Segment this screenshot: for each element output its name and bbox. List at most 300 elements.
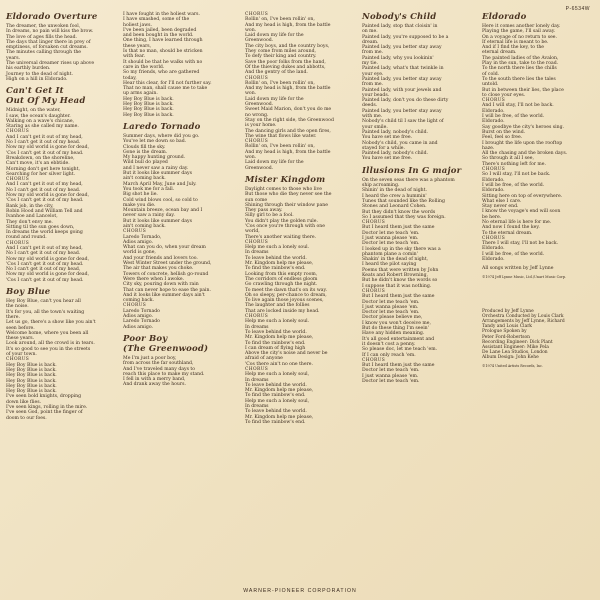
lyric-line: on me.: [362, 29, 378, 35]
lyric-line: Eldorado.: [482, 246, 505, 252]
lyric-line: Painted lady, you're supposed to be a: [362, 34, 449, 40]
lyric-line: Greenwood.: [245, 102, 274, 108]
lyrics-block: [123, 356, 231, 388]
lyric-line: coming back.: [123, 298, 155, 304]
lyric-line: Laid down my life for the: [245, 96, 304, 102]
lyric-line: Painted lady, you better stay away: [362, 108, 442, 114]
lyric-line: Breakdown, on the shoreline,: [6, 155, 75, 161]
lyric-line: To find the rainbow's end.: [245, 340, 306, 346]
lyric-line: And drank away the hours.: [123, 382, 186, 388]
lyric-line: Ivanhoe and Lancelot,: [6, 214, 58, 220]
lyric-line: it doesn't cost a penny.: [362, 341, 416, 347]
lyric-line: What else I care.: [482, 198, 522, 204]
lyric-line: But it looks like summer days: [123, 218, 192, 224]
lyric-line: And if I find the key, to the: [482, 45, 544, 51]
lyric-line: Adios amigo.: [123, 324, 153, 330]
lyric-line: afraid of anyone: [245, 356, 283, 362]
lyric-line: Now my old world is gone for dead,: [6, 193, 90, 199]
lyric-line: Eldorado.: [482, 119, 505, 125]
lyric-line: untold.: [482, 82, 499, 88]
lyric-line: Say goodbye the city's heroes sing.: [482, 124, 564, 130]
lyric-line: Laredo Tornado,: [123, 234, 162, 240]
lyric-line: Look around, all the crowd is in tears.: [6, 341, 95, 347]
song-title-mister-kingdom: Mister Kingdom: [245, 174, 326, 185]
lyric-line: Stay never end.: [482, 204, 519, 210]
lyric-line: Shinin' in the dead of night.: [362, 188, 427, 194]
lyric-line: My happy hunting ground.: [123, 155, 186, 161]
lyric-line: Keats and Robert Browning,: [362, 273, 428, 279]
lyric-line: these years.: [6, 336, 35, 342]
lyric-line: Silly girl to be a fool.: [245, 213, 294, 219]
lyric-line: Painted lady, nobody's child.: [362, 151, 428, 157]
lyric-line: So I will stay, I'll not be back.: [482, 172, 551, 178]
chorus-marker: CHORUS: [123, 303, 147, 309]
lyric-line: Orchestra Conducted by Louis Clark: [482, 313, 564, 319]
lyric-line: the noise.: [6, 304, 29, 310]
lyric-line: won.: [245, 27, 257, 33]
lyric-line: Hey Boy Blue is back.: [6, 367, 57, 373]
lyric-line: Eldorado.: [482, 177, 505, 183]
lyric-line: care in the world.: [123, 64, 165, 70]
chorus-marker: CHORUS: [362, 357, 386, 363]
lyric-line: But I heard them just the same: [362, 294, 435, 300]
lyric-line: De Lane Lea Studios, London: [482, 350, 548, 356]
lyric-line: In dreams: [245, 250, 269, 256]
lyric-line: I suppose that it was nothing.: [362, 283, 432, 289]
chorus-marker: CHORUS: [362, 220, 386, 226]
lyric-line: with fear.: [123, 54, 145, 60]
lyric-line: eternal dream.: [482, 50, 517, 56]
songwriter-note: All songs written by Jeff Lynne: [482, 266, 554, 272]
lyric-line: of cold.: [482, 71, 500, 77]
chorus-marker: CHORUS: [245, 367, 269, 372]
lyric-line: No I can't get it out of my head.: [6, 140, 81, 146]
lyric-line: Prologue Spoken by: [482, 329, 527, 335]
lyric-line: Hey Boy Blue, can't you hear all: [6, 299, 81, 305]
lyric-line: Now my old world is gone for dead,: [6, 256, 90, 262]
lyric-line: there.: [6, 314, 20, 320]
lyric-line: Tunes that sounded like the Rolling: [362, 198, 445, 204]
lyric-line: I have smashed, some of the: [123, 17, 190, 23]
lyric-line: Hey Boy Blue is back.: [6, 389, 57, 395]
lyric-line: Eldorado.: [482, 108, 505, 114]
lyric-line: I looked up in the sky there was a: [362, 246, 441, 252]
lyrics-block: [6, 24, 114, 82]
publisher-copyright: ©1974 Jeff Lynne Music, Ltd./Unart Music Corp.: [482, 274, 567, 279]
lyric-line: City sky, pouring down with rain: [123, 282, 199, 288]
lyric-line: And I can't get it out of my head,: [6, 182, 83, 188]
lyric-line: Searching for her silver light.: [6, 171, 76, 177]
lyric-line: Doctor let me teach 'em.: [362, 379, 420, 384]
lyric-line: I will be free, of the world.: [482, 114, 545, 120]
lyric-line: won.: [245, 155, 257, 161]
chorus-marker: CHORUS: [123, 229, 147, 235]
lyric-line: Mr. Kingdom help me please,: [245, 335, 314, 341]
lyric-line: Doctor let me teach 'em.: [362, 230, 420, 236]
lyric-line: Towers of concrete, hellish go-round: [123, 271, 209, 277]
lyric-line: The minutes calling through the: [6, 50, 82, 56]
lyric-line: You have set me free.: [362, 156, 412, 162]
lyric-line: ain't coming back.: [123, 176, 166, 182]
lyric-line: Help me such a lonely soul.: [245, 245, 310, 251]
lyric-line: Painted lady, nobody's child.: [362, 129, 428, 135]
lyric-line: these years,: [123, 43, 152, 49]
lyric-line: 'Cos I can't get it out of my head.: [6, 198, 84, 204]
lyric-line: To the eternal dream.: [482, 230, 533, 236]
lyric-line: 'Cos I can't get it out of my head.: [6, 261, 84, 267]
lyric-line: To defy their king and country.: [245, 54, 317, 60]
lyric-line: It's all good entertainment and: [362, 336, 435, 342]
lyric-line: To leave behind the world.: [245, 329, 307, 335]
lyric-line: Greenwood.: [245, 38, 274, 44]
song-title-cant-get-it: [6, 86, 114, 106]
lyric-line: Painted lady, stop that cloisin' in: [362, 24, 438, 29]
lyric-line: In dreams: [245, 404, 269, 410]
lyric-line: Painted lady, what's that twinkle in: [362, 66, 444, 72]
lyric-line: And it looks like summer days ain't: [123, 292, 205, 298]
lyric-line: The love of ages fills the head.: [6, 34, 77, 40]
lyric-line: Were there when I awoke.: [123, 276, 185, 282]
lyric-line: That no man, shall cause me to take: [123, 86, 208, 92]
chorus-marker: CHORUS: [245, 239, 269, 245]
chorus-marker: CHORUS: [245, 139, 269, 145]
lyric-line: Album Design: John Kehe: [482, 355, 539, 361]
lyric-line: and I never saw a rainy day.: [123, 165, 189, 171]
lyric-line: Painted lady, why you lookinin': [362, 55, 434, 61]
lyric-line: To the south there lies the tales: [482, 76, 556, 82]
lyric-line: And my head is high, from the battle: [245, 149, 331, 155]
lyric-line: holiest jaws.: [123, 22, 152, 28]
lyric-line: Looking from this empty room,: [245, 271, 318, 277]
lyric-line: But do these thing I'm seein': [362, 326, 429, 332]
lyric-line: I saw, the ocean's daughter.: [6, 113, 71, 119]
lyric-line: ship acroaming.: [362, 183, 400, 189]
lyric-line: Shining through their window pane: [245, 202, 328, 208]
lyric-line: I've been jailed, been degraded: [123, 27, 197, 33]
lyric-line: from me.: [362, 82, 384, 88]
lyric-line: March April May, June and July.: [123, 181, 197, 187]
lyric-line: I will be free, of the world.: [482, 182, 545, 188]
lyric-line: Sitting here on top of everywhere.: [482, 193, 563, 199]
lyric-line: haze.: [482, 145, 495, 151]
lyric-line: To leave behind the world.: [245, 382, 307, 388]
lyric-line: Stones and Leonard Cohen.: [362, 204, 427, 210]
lyric-line: Laid down my life for the: [245, 33, 304, 39]
title-line: Can't Get It: [6, 86, 64, 97]
lyric-line: And your friends and lovers too.: [123, 255, 198, 261]
catalog-number: P-6534W: [565, 6, 590, 12]
lyric-line: Save the poor folks from the hand,: [245, 59, 326, 65]
lyric-line: Laredo Tornado: [123, 319, 160, 325]
lyric-line: Nobody's child, you came in and: [362, 140, 438, 146]
lyric-line: No I can't get it out of my head.: [6, 251, 81, 257]
lyric-line: Adios amigo.: [123, 314, 153, 320]
lyric-line: Sitting til the sun goes down,: [6, 224, 75, 230]
lyric-line: It's for you, all the town's waiting: [6, 309, 85, 315]
lyric-line: Summer days, where did you go.: [123, 133, 200, 139]
lyric-line: Mr. Kingdom help me please,: [245, 414, 314, 420]
lyric-line: and been bought in the world.: [123, 33, 194, 39]
lyric-line: doom to our foes.: [6, 415, 47, 421]
chorus-marker: CHORUS: [245, 314, 269, 320]
lyric-line: Of the thieving dukes and abbotts,: [245, 64, 326, 70]
title-line: (The Greenwood): [123, 343, 209, 354]
lyric-line: Painted lady, don't you do these dirty: [362, 98, 449, 104]
lyric-line: Rollin' on, I've been rollin' on,: [245, 17, 315, 23]
lyric-line: Oh so sleepy, per-chance to dream,: [245, 292, 327, 298]
lyric-line: West Winter Street under the ground,: [123, 261, 212, 267]
lyric-line: What can you do, when your dream: [123, 245, 206, 251]
lyric-line: And I can't get it out of my head,: [6, 134, 83, 140]
lyric-line: Painted lady, you better stay away: [362, 76, 442, 82]
lyric-line: I can dream of flying high: [245, 345, 306, 351]
lyric-line: Poems that were written by John: [362, 267, 439, 273]
lyric-line: And the gentry of the land.: [245, 70, 308, 76]
lyric-line: Here it comes another lonely day.: [482, 24, 561, 29]
lyric-line: Clouds fill the sky.: [123, 144, 166, 150]
lyric-line: no wrong.: [245, 112, 269, 118]
chorus-marker: CHORUS: [6, 240, 30, 246]
lyric-line: 'Cos there ain't no one there.: [245, 361, 313, 367]
lyric-line: I know you won't deceive me,: [362, 320, 431, 326]
lyric-line: The dreamer, the unwoken fool,: [6, 24, 81, 29]
lyric-line: Rollin' on, I've been rollin' on,: [245, 80, 315, 86]
lyric-line: In dreams: [245, 377, 269, 383]
lyrics-block: [362, 178, 470, 385]
lyric-line: Nobody's child til I saw the light of: [362, 119, 444, 125]
lyric-line: You have set me free.: [362, 135, 412, 141]
lyric-line: Greenwood.: [245, 165, 274, 171]
lyric-line: Hey Boy Blue is back.: [6, 362, 57, 368]
title-line: Out Of My Head: [6, 96, 86, 107]
lyric-line: Help me such a lonely soul,: [245, 398, 310, 404]
lyric-line: Bank job, in the city,: [6, 203, 54, 209]
lyric-line: Now my old world is gone for dead,: [6, 272, 90, 278]
lyric-line: They pass away.: [245, 208, 283, 214]
lyric-line: There's another waiting there.: [245, 234, 317, 240]
lyrics-block: [362, 24, 470, 162]
lyric-line: Help me such a lonely soul,: [245, 372, 310, 378]
chorus-marker: CHORUS: [6, 129, 30, 135]
lyric-line: But in between their lies, the place: [482, 87, 564, 93]
lyrics-block: [245, 12, 353, 171]
lyric-line: So through it all I see,: [482, 156, 534, 162]
lyric-line: I've seen kings, rolling in the mire.: [6, 405, 88, 410]
lyric-line: Hey Boy Blue is back.: [123, 96, 174, 102]
lyric-line: So I assumed that they was foreign.: [362, 214, 446, 220]
lyric-line: with me.: [362, 114, 383, 120]
lyric-line: Staring as she called my name.: [6, 124, 79, 130]
lyric-line: That can never hope to ease the pain.: [123, 287, 211, 293]
lyric-line: I heard the crew a hummin': [362, 193, 427, 199]
lyric-line: Now my old world is gone for dead,: [6, 145, 90, 151]
lyric-line: Can't move, it's an ebbtide.: [6, 161, 70, 167]
lyric-line: There's nothing left for me.: [482, 161, 546, 167]
lyric-line: And I will stay, I'll not be back.: [482, 103, 554, 109]
lyric-line: Hey Boy Blue is back.: [123, 112, 174, 118]
lyric-line: But they didn't know the words: [362, 209, 436, 215]
column-1: [6, 12, 114, 421]
lyric-line: of your town.: [6, 352, 37, 358]
lyric-line: But it looks like summer days: [123, 171, 192, 177]
lyric-line: They come from miles around,: [245, 49, 316, 55]
lyric-line: To live again those joyous scenes,: [245, 298, 324, 304]
lyric-line: Eldorado.: [482, 257, 505, 263]
lyric-line: stayed for a while.: [362, 145, 405, 151]
lyric-line: Gone is the dream.: [123, 149, 168, 155]
lyrics-block: [482, 24, 594, 262]
chorus-marker: CHORUS: [6, 177, 30, 183]
lyric-line: To meet the dawn that's on its way.: [245, 287, 327, 293]
records-copyright: ©1974 United Artists Records, Inc.: [482, 363, 543, 368]
lyrics-block: [123, 12, 231, 118]
lyric-line: You didn't play the golden rule.: [245, 218, 318, 224]
lyric-line: 'Cos once you're through with one: [245, 223, 325, 229]
lyric-line: Welcome home, where you been all: [6, 330, 89, 336]
lyric-line: Shakin' in the dead of night,: [362, 257, 429, 263]
lyric-line: No I can't get it out of my head,: [6, 267, 81, 273]
lyric-line: Go crawling through the night.: [245, 282, 318, 288]
song-title-nobodys-child: Nobody's Child: [362, 12, 437, 22]
credits-block: [482, 309, 594, 361]
lyric-line: There I will stay, I'll not be back.: [482, 241, 559, 247]
lyric-line: I just wanna please 'em.: [362, 373, 419, 379]
song-title-laredo-tornado: Laredo Tornado: [123, 121, 201, 132]
lyric-line: years.: [6, 55, 21, 61]
lyric-line: High on a hill in Eldorado.: [6, 76, 68, 82]
lyric-line: Play in the sun, take to the road.: [482, 61, 559, 67]
column-2: [123, 12, 231, 388]
lyric-line: Arrangements by Jeff Lynne, Richard: [482, 319, 565, 325]
lyric-line: my tie.: [362, 61, 378, 67]
lyric-line: Morning don't get here tonight,: [6, 166, 80, 172]
lyric-line: And my head is high, from the battle: [245, 22, 331, 28]
lyric-line: And my head is high, from the battle: [245, 86, 331, 92]
lyric-line: Hey Boy Blue is back.: [123, 102, 174, 108]
lyric-line: And now I found the key.: [482, 225, 540, 231]
lyric-line: won.: [245, 91, 257, 97]
song-title-illusions: Illusions In G major: [362, 165, 462, 176]
lyric-line: I fell in with a merry band,: [123, 377, 186, 383]
lyric-line: The corridors of endless gloom: [245, 276, 318, 282]
lyric-line: Hey Boy Blue is back.: [6, 378, 57, 384]
lyric-line: Painted lady, with your jewels and: [362, 87, 442, 93]
lyric-line: You've let me down so bad.: [123, 139, 187, 145]
lyric-line: In dreams: [245, 324, 269, 330]
lyric-line: In dreams the world keeps going: [6, 230, 83, 236]
lyric-line: Above the city's noise and never be: [245, 351, 328, 357]
lyric-line: Peter Ford-Robertson: [482, 334, 531, 340]
lyric-line: On a voyage of no return to see.: [482, 34, 557, 40]
lyric-line: phantom plane a comin': [362, 251, 418, 257]
lyric-line: They don't envy me.: [6, 219, 53, 225]
lyric-line: Hear this clear, for I'll not further say.: [123, 80, 212, 86]
lyric-line: his earthly burden.: [6, 66, 51, 72]
song-title-poor-boy: [123, 334, 231, 354]
lyric-line: 'Cos I can't get it out of my head.: [6, 150, 84, 156]
lyric-line: So my friends, who are gathered: [123, 70, 200, 76]
lyric-line: I brought the life upon the rooftop: [482, 140, 563, 146]
lyric-line: emptiness, of forsaken cut dreams.: [6, 45, 88, 51]
lyric-line: Robin Hood and William Tell and: [6, 208, 83, 214]
lyric-line: To find the rainbow's end.: [245, 393, 306, 399]
lyric-line: To leave behind the world.: [245, 255, 307, 261]
lyric-line: Adios amigo.: [123, 239, 153, 245]
lyric-line: 'Cos I can't get it out of my head.: [6, 277, 84, 283]
lyric-line: Mr. Kingdom help me please,: [245, 388, 314, 394]
chorus-marker: CHORUS: [482, 167, 506, 173]
lyric-line: up arms again.: [123, 91, 158, 97]
lyric-line: The city boys, and the country boys,: [245, 43, 330, 49]
lyric-line: Journey to the dead of night.: [6, 71, 73, 77]
lyric-line: from across the far southland,: [123, 361, 194, 367]
lyric-line: today,: [123, 75, 137, 81]
lyric-line: You took me for a fall.: [123, 186, 175, 192]
lyric-line: One thing, I have learned through: [123, 38, 203, 44]
chorus-marker: CHORUS: [482, 235, 506, 241]
lyrics-block: [123, 134, 231, 330]
lyric-line: be here.: [482, 214, 502, 220]
lyric-line: But he didn't know the words so: [362, 278, 438, 284]
lyric-line: seen before.: [6, 325, 35, 331]
lyric-line: world,: [245, 229, 260, 235]
lyric-line: Laid down my life for the: [245, 160, 304, 166]
lyric-line: Is that no man, should be stricken: [123, 49, 203, 55]
chorus-marker: CHORUS: [6, 357, 30, 363]
lyric-line: world is gone,: [123, 250, 156, 256]
title-line: Poor Boy: [123, 333, 168, 344]
lyric-line: round and round.: [6, 235, 47, 241]
lyric-line: Stay on the right side, the Greenwood: [245, 117, 334, 123]
lyric-line: And I can't get it out of my head,: [6, 245, 83, 251]
lyric-line: The painted ladies of the Avalon,: [482, 55, 559, 61]
lyric-line: Feel, feel so free.: [482, 135, 523, 141]
lyric-line: In dreams, no pain will kiss the brow.: [6, 29, 94, 35]
lyric-line: make you die.: [123, 202, 156, 208]
lyric-line: So please doc, let me teach 'em.: [362, 347, 438, 353]
song-title-boy-blue: Boy Blue: [6, 287, 51, 298]
lyric-line: But I heard them just the same: [362, 225, 435, 231]
lyric-line: Doctor let me teach 'em.: [362, 241, 420, 247]
lyric-line: reach this place to make my stand.: [123, 371, 205, 377]
lyric-line: I have fought in the holiest wars.: [123, 12, 200, 17]
lyric-line: It should be that he walks with no: [123, 59, 203, 65]
lyric-line: All the chasing and the broken days.: [482, 151, 568, 157]
lyric-line: from me.: [362, 50, 384, 56]
column-3: [245, 12, 353, 425]
lyric-line: To the north there lies the chills: [482, 66, 557, 72]
lyric-line: To find the rainbow's end.: [245, 419, 306, 425]
lyric-line: To find the rainbow's end.: [245, 266, 306, 272]
lyric-line: Hey Boy Blue is back.: [6, 373, 57, 379]
lyric-line: Doctor let me teach 'em.: [362, 310, 420, 316]
lyric-line: No eternal life is here for me.: [482, 219, 552, 225]
lyric-line: If eternal life is meant to be.: [482, 39, 549, 45]
lyric-line: If I can only reach 'em.: [362, 352, 416, 358]
lyric-line: Playing the game, I'll sail away.: [482, 29, 556, 35]
lyrics-block: [6, 108, 114, 283]
lyric-line: I've seen bold knights, dropping: [6, 394, 82, 400]
lyric-line: I've seen God, point the finger of: [6, 410, 83, 416]
lyric-line: ain't coming back.: [123, 223, 166, 229]
chorus-marker: CHORUS: [245, 75, 269, 81]
lyric-line: deeds.: [362, 103, 378, 109]
lyric-line: Help me such a lonely soul.: [245, 319, 310, 325]
lyric-line: Daylight comes to those who live: [245, 186, 322, 192]
lyric-line: your smile.: [362, 124, 388, 130]
lyric-line: Doctor please believe me,: [362, 315, 423, 321]
lyric-line: Produced by Jeff Lynne: [482, 308, 534, 314]
